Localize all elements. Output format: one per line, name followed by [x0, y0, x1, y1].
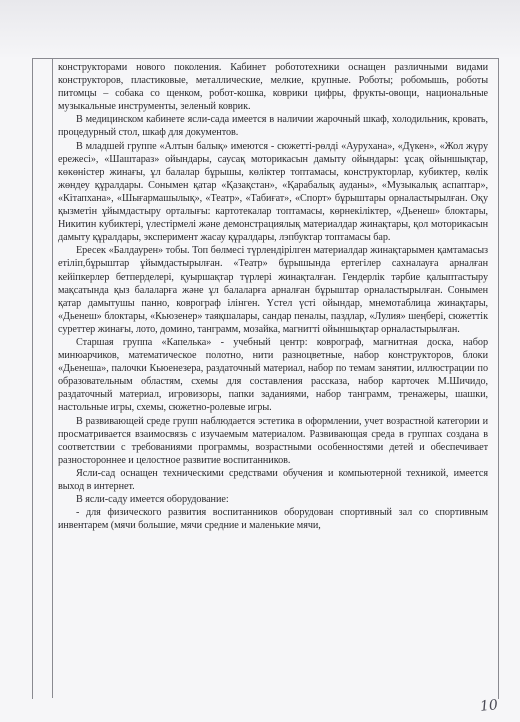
paragraph: Старшая группа «Капелька» - учебный центр: коврограф, магнитная доска, набор минюарчиков, математическое полотно, нити разноцветные, набор конструкторов, блоки «Дьенеша», палочки Кьюенезера, раздаточный материал, набор по темам занятии, иллюстрации по образовательным областям, схемы для составления рассказа, набор карточек М.Шичидо, раздаточный материал, игровизоры, папки заданиями, набор танграмм, тренажеры, шашки, настольные игры, схемы, сюжетно-ролевые игры.	[58, 336, 488, 414]
table-column-divider	[52, 58, 53, 698]
scan-top-margin	[0, 0, 520, 60]
paragraph: В развивающей среде групп наблюдается эстетика в оформлении, учет возрастной категории и просматривается взаимосвязь с изучаемым материалом. Развивающая среда в группах создана в соответствии с требованиями программы, возрастными особенностями детей и обеспечивает разностороннее и целостное развитие воспитанников.	[58, 415, 488, 466]
page-number: 10	[479, 697, 499, 715]
paragraph: Ересек «Балдаурен» тобы. Топ бөлмесі түрлендірілген материалдар жинақтарымен қамтамасыз етіліп,бұрыштар ұйымдастырылған. «Театр» бұрышында ертегілер сахналауға арналған кейіпкерлер бетперделері, қуыршақтар түрлері жинақталған. Гендерлік тәрбие қалыптастыру мақсатында қыз балаларға және ұл балаларға арналған бұрыштар орналастырылған. Сонымен қатар дамытушы панно, коврограф ілінген. Үстел үсті ойындар, мнемотаблица жинақтары, «Дьенеш» блоктары, «Кьюзенер» таяқшалары, сандар пеналы, паздлар, «Лулия» шеңбері, сюжеттік суреттер жинағы, лото, домино, танграмм, мозайка, магнитті ойыншықтар орналастырылған.	[58, 245, 488, 335]
paragraph: Ясли-сад оснащен техническими средствами обучения и компьютерной техникой, имеется выход в интернет.	[58, 467, 488, 492]
paragraph: В младшей группе «Алтын балық» имеются - сюжетті-рөлді «Аурухана», «Дүкен», «Жол жүру ережесі», «Шаштараз» ойындары, саусақ моторикасын дамыту ойындары: ұсақ ойыншықтар, көкөністер жинағы, ұл балалар бұрышы, көліктер топтамасы, конструкторлар, кубиктер, көлік жөндеу құралдары. Сонымен қатар «Қазақстан», «Қарабалық ауданы», «Музыкалық аспаптар», «Кітапхана», «Шығармашылық», «Театр», «Табиғат», «Спорт» бұрыштары орналастырылған. Оқу қызметін ұйымдастыру орталығы: картотекалар топтамасы, көрнекіліктер, «Дьенеш» блоктары, Никитин кубиктері, үлестірмелі және демонстрациялық материалдар жинақтары, қол моторикасын дамыту құралдары, эксперимент жасау құралдары, лэпбуктар топтамасы бар.	[58, 140, 488, 244]
body-text	[58, 61, 488, 532]
paragraph: В ясли-саду имеется оборудование:	[76, 494, 229, 506]
paragraph: - для физического развития воспитанников оборудован спортивный зал со спортивным инвентарем (мячи большие, мячи средние и маленькие мячи,	[58, 507, 488, 532]
paragraph: В медицинском кабинете ясли-сада имеется в наличии жарочный шкаф, холодильник, кровать, процедурный стол, шкаф для документов.	[58, 114, 488, 139]
paragraph: конструкторами нового поколения. Кабинет робототехники оснащен различными видами конструкторов, пластиковые, металлические, мелкие, крупные. Роботы; робомышь, роботы питомцы – собака со щенком, робот-кошка, коврики цифры, фрукты-овощи, национальные музыкальные инструменты, зеленый коврик.	[58, 62, 488, 113]
